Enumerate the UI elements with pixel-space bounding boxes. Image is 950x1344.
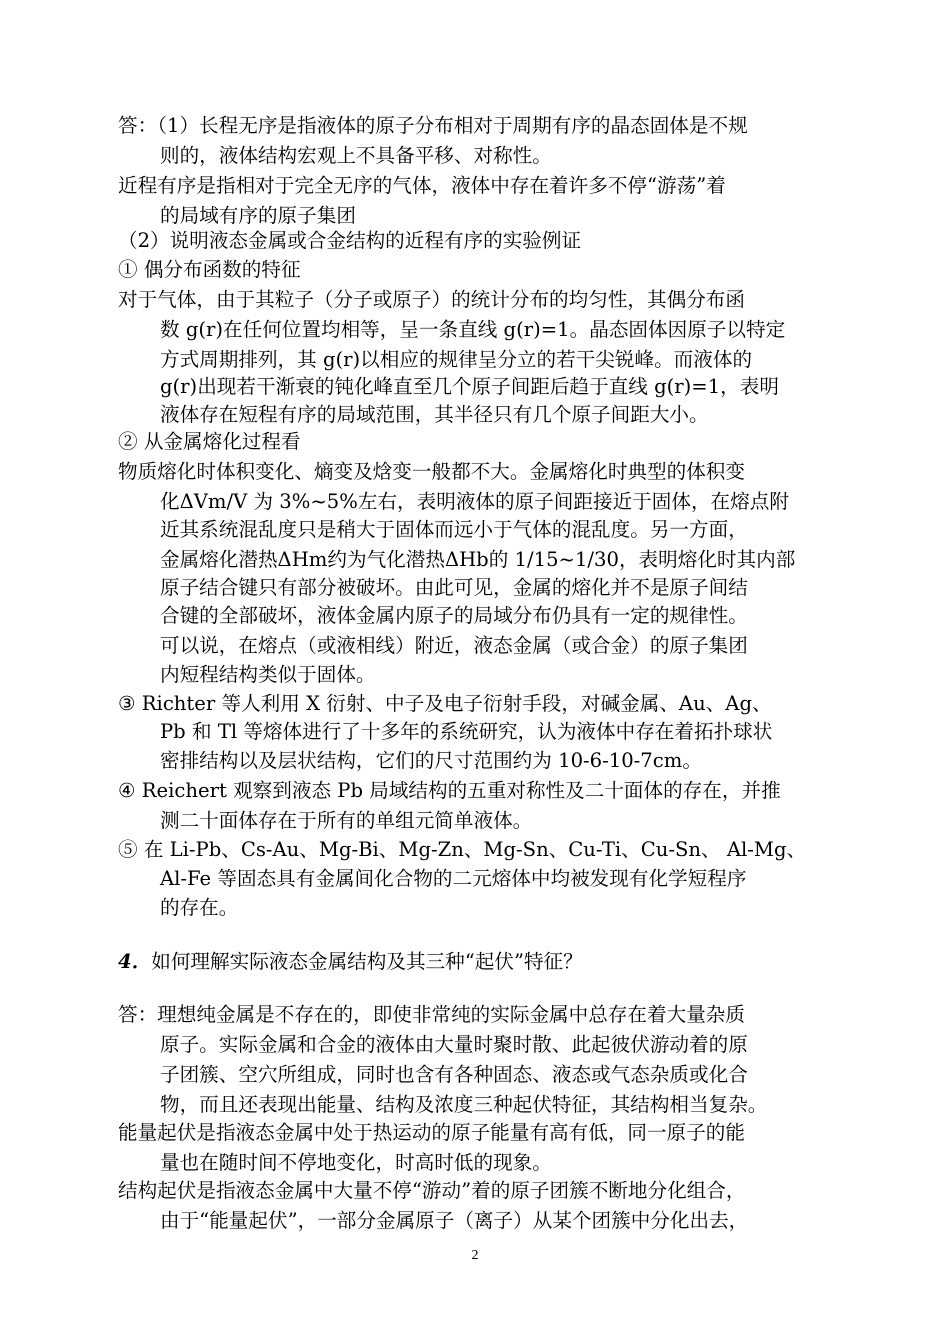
paragraph-continuation-line: 可以说，在熔点（或液相线）附近，液态金属（或合金）的原子集团	[160, 634, 748, 657]
paragraph-continuation-line: 方式周期排列，其 g(r)以相应的规律呈分立的若干尖锐峰。而液体的	[160, 348, 753, 371]
page-number: 2	[471, 1248, 479, 1263]
question-4-heading	[118, 947, 583, 977]
paragraph-line: ③ Richter 等人利用 X 衍射、中子及电子衍射手段，对碱金属、Au、Ag、	[118, 692, 772, 715]
paragraph-continuation-line: Al-Fe 等固态具有金属间化合物的二元熔体中均被发现有化学短程序	[160, 867, 747, 890]
paragraph-continuation-line: 由于“能量起伏”，一部分金属原子（离子）从某个团簇中分化出去，	[160, 1209, 749, 1232]
paragraph-continuation-line: 的存在。	[160, 896, 239, 919]
paragraph-line: 物质熔化时体积变化、熵变及焓变一般都不大。金属熔化时典型的体积变	[118, 460, 745, 483]
paragraph-continuation-line: 内短程结构类似于固体。	[160, 663, 376, 686]
paragraph-line: 近程有序是指相对于完全无序的气体，液体中存在着许多不停“游荡”着	[118, 174, 726, 197]
paragraph-continuation-line: 的局域有序的原子集团	[160, 204, 356, 227]
paragraph-continuation-line: 化ΔVm/V 为 3%~5%左右，表明液体的原子间距接近于固体，在熔点附	[160, 490, 789, 513]
paragraph-continuation-line: 密排结构以及层状结构，它们的尺寸范围约为 10-6-10-7cm。	[160, 749, 702, 772]
paragraph-continuation-line: 近其系统混乱度只是稍大于固体而远小于气体的混乱度。另一方面，	[160, 518, 748, 541]
paragraph-line: 能量起伏是指液态金属中处于热运动的原子能量有高有低，同一原子的能	[118, 1121, 745, 1144]
paragraph-line: ① 偶分布函数的特征	[118, 258, 301, 281]
paragraph-continuation-line: 子团簇、空穴所组成，同时也含有各种固态、液态或气态杂质或化合	[160, 1063, 748, 1086]
paragraph-line: ② 从金属熔化过程看	[118, 430, 301, 453]
paragraph-continuation-line: 液体存在短程有序的局域范围，其半径只有几个原子间距大小。	[160, 403, 709, 426]
question-text: 如何理解实际液态金属结构及其三种“起伏”特征？	[151, 950, 583, 973]
question-number: 4．	[118, 950, 152, 973]
paragraph-line: ④ Reichert 观察到液态 Pb 局域结构的五重对称性及二十面体的存在，并推	[118, 779, 781, 802]
paragraph-line: 对于气体，由于其粒子（分子或原子）的统计分布的均匀性，其偶分布函	[118, 288, 745, 311]
paragraph-continuation-line: g(r)出现若干渐衰的钝化峰直至几个原子间距后趋于直线 g(r)=1，表明	[160, 375, 779, 398]
paragraph-continuation-line: 原子。实际金属和合金的液体由大量时聚时散、此起彼伏游动着的原	[160, 1033, 748, 1056]
paragraph-line: （2）说明液态金属或合金结构的近程有序的实验例证	[118, 229, 582, 252]
paragraph-line: 答：理想纯金属是不存在的，即使非常纯的实际金属中总存在着大量杂质	[118, 1003, 745, 1026]
paragraph-continuation-line: 量也在随时间不停地变化，时高时低的现象。	[160, 1151, 552, 1174]
paragraph-line: ⑤ 在 Li-Pb、Cs-Au、Mg-Bi、Mg-Zn、Mg-Sn、Cu-Ti、Cu-Sn、 Al-Mg、	[118, 838, 807, 861]
paragraph-continuation-line: 合键的全部破坏，液体金属内原子的局域分布仍具有一定的规律性。	[160, 604, 748, 627]
paragraph-continuation-line: 数 g(r)在任何位置均相等，呈一条直线 g(r)=1。晶态固体因原子以特定	[160, 318, 786, 341]
paragraph-continuation-line: 金属熔化潜热ΔHm约为气化潜热ΔHb的 1/15~1/30，表明熔化时其内部	[160, 548, 796, 571]
paragraph-continuation-line: 则的，液体结构宏观上不具备平移、对称性。	[160, 144, 552, 167]
paragraph-line: 答：（1）长程无序是指液体的原子分布相对于周期有序的晶态固体是不规	[118, 114, 748, 137]
paragraph-continuation-line: 测二十面体存在于所有的单组元简单液体。	[160, 809, 533, 832]
paragraph-continuation-line: Pb 和 Tl 等熔体进行了十多年的系统研究，认为液体中存在着拓扑球状	[160, 720, 773, 743]
paragraph-continuation-line: 物，而且还表现出能量、结构及浓度三种起伏特征，其结构相当复杂。	[160, 1093, 768, 1116]
paragraph-continuation-line: 原子结合键只有部分被破坏。由此可见，金属的熔化并不是原子间结	[160, 576, 748, 599]
paragraph-line: 结构起伏是指液态金属中大量不停“游动”着的原子团簇不断地分化组合，	[118, 1179, 746, 1202]
